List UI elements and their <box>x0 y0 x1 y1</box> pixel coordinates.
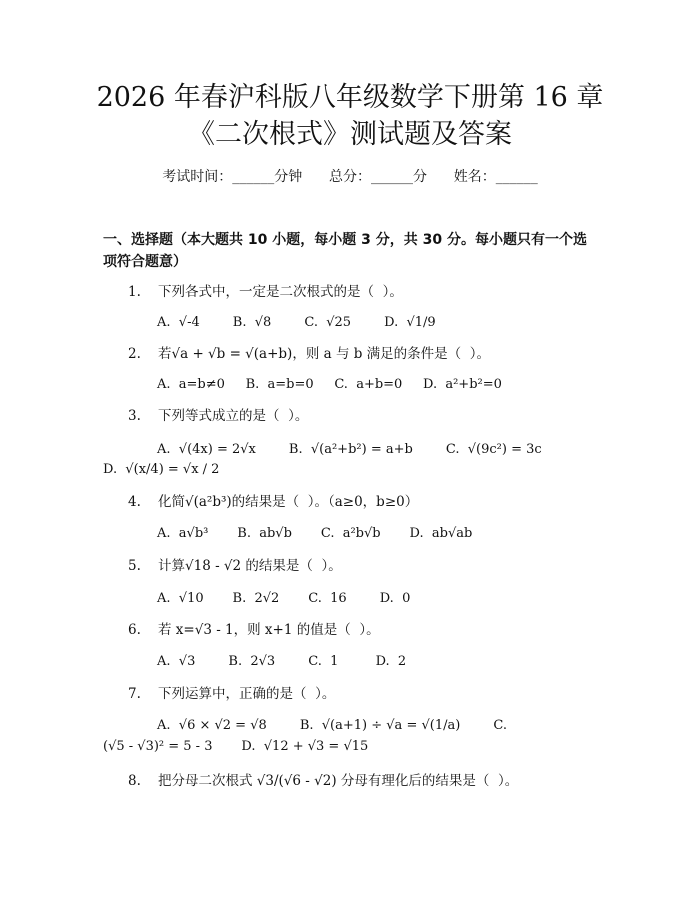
question-7 <box>128 684 335 704</box>
question-number: 2. <box>128 346 141 362</box>
question-5 <box>128 556 342 576</box>
question-text: 把分母二次根式 √3/(√6 - √2) 分母有理化后的结果是（ ）。 <box>158 773 519 789</box>
question-3-options-line2: D. √(x/4) = √x / 2 <box>103 462 220 477</box>
question-text: 若√a + √b = √(a+b)，则 a 与 b 满足的条件是（ ）。 <box>158 346 491 362</box>
question-text: 下列运算中，正确的是（ ）。 <box>158 686 336 702</box>
question-3 <box>128 406 308 426</box>
question-number: 7. <box>128 686 141 702</box>
document-title-line2: 《二次根式》测试题及答案 <box>188 119 512 150</box>
question-number: 8. <box>128 773 141 789</box>
question-4 <box>128 492 418 512</box>
exam-meta-line: 考试时间：______分钟 总分：______分 姓名：______ <box>162 169 538 185</box>
question-6 <box>128 620 380 640</box>
document-title-line1: 2026 年春沪科版八年级数学下册第 16 章 <box>96 82 604 113</box>
question-text: 下列等式成立的是（ ）。 <box>158 408 309 424</box>
question-2 <box>128 344 490 364</box>
question-3-options-line1: A. √(4x) = 2√x B. √(a²+b²) = a+b C. √(9c²) = 3c <box>157 442 542 457</box>
question-8 <box>128 771 518 791</box>
section-heading-choice: 一、选择题（本大题共 10 小题，每小题 3 分，共 30 分。每小题只有一个选项符合题意） <box>103 232 587 270</box>
question-1-options: A. √-4 B. √8 C. √25 D. √1/9 <box>157 315 436 330</box>
question-number: 1. <box>128 284 141 300</box>
question-4-options: A. a√b³ B. ab√b C. a²b√b D. ab√ab <box>157 526 473 541</box>
question-2-options: A. a=b≠0 B. a=b=0 C. a+b=0 D. a²+b²=0 <box>157 377 502 392</box>
question-text: 下列各式中，一定是二次根式的是（ ）。 <box>158 284 403 300</box>
question-number: 5. <box>128 558 141 574</box>
question-7-options-line1: A. √6 × √2 = √8 B. √(a+1) ÷ √a = √(1/a) C. <box>157 718 507 733</box>
question-number: 3. <box>128 408 141 424</box>
question-7-options-line2: (√5 - √3)² = 5 - 3 D. √12 + √3 = √15 <box>103 739 369 754</box>
question-number: 4. <box>128 494 141 510</box>
question-text: 若 x=√3 - 1，则 x+1 的值是（ ）。 <box>158 622 380 638</box>
question-6-options: A. √3 B. 2√3 C. 1 D. 2 <box>157 654 407 669</box>
question-5-options: A. √10 B. 2√2 C. 16 D. 0 <box>157 591 411 606</box>
question-number: 6. <box>128 622 141 638</box>
question-text: 化简√(a²b³)的结果是（ ）。（a≥0，b≥0） <box>158 494 419 510</box>
question-1 <box>128 282 403 302</box>
question-text: 计算√18 - √2 的结果是（ ）。 <box>158 558 342 574</box>
